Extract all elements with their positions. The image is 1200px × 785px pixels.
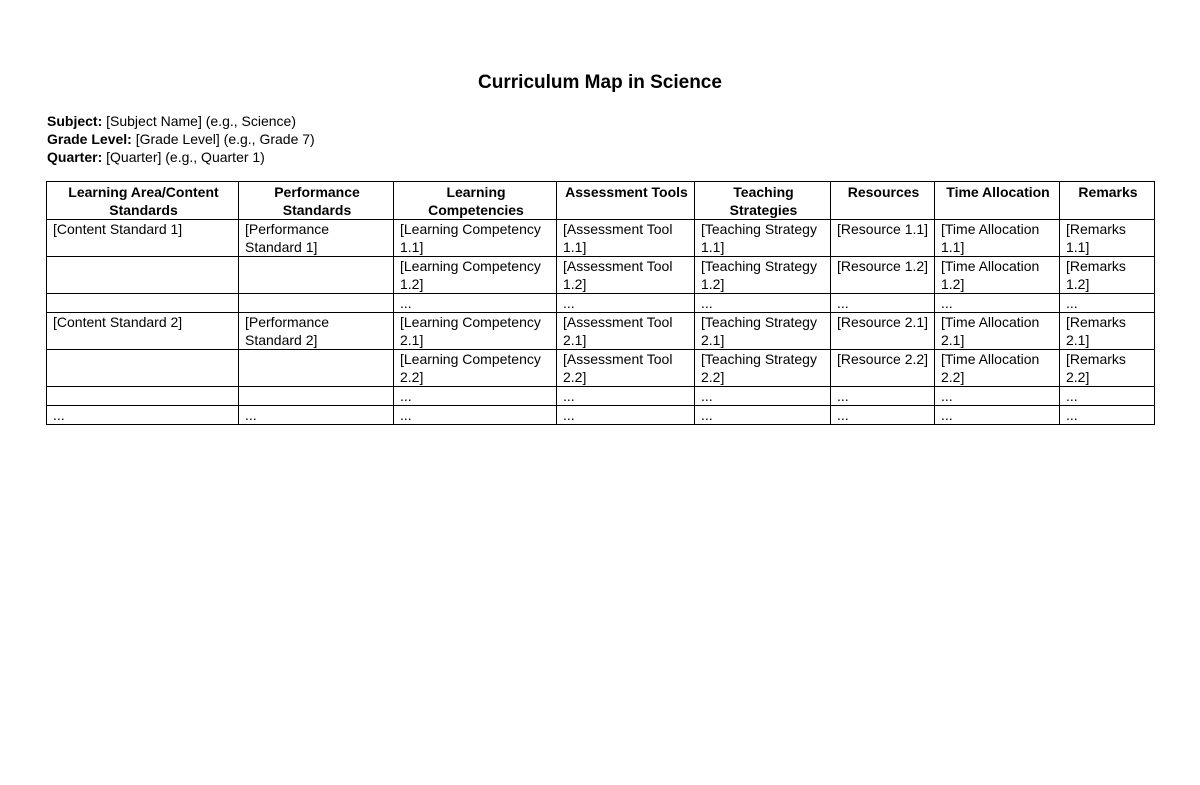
table-cell: [Remarks 1.2]	[1060, 257, 1155, 294]
table-cell: [Content Standard 1]	[47, 220, 239, 257]
meta-grade-level-value: [Grade Level] (e.g., Grade 7)	[135, 131, 315, 147]
table-cell	[47, 350, 239, 387]
page-title: Curriculum Map in Science	[478, 72, 722, 93]
column-header: Time Allocation	[935, 182, 1060, 220]
table-cell: [Teaching Strategy 1.2]	[695, 257, 831, 294]
table-row	[47, 350, 1155, 387]
table-cell: [Teaching Strategy 2.1]	[695, 313, 831, 350]
table-cell: ...	[1060, 294, 1155, 313]
curriculum-map-table	[46, 181, 1155, 425]
table-cell: ...	[557, 294, 695, 313]
table-cell: [Resource 1.2]	[831, 257, 935, 294]
table-cell: ...	[394, 406, 557, 425]
table-cell: [Assessment Tool 1.1]	[557, 220, 695, 257]
table-cell: ...	[831, 294, 935, 313]
column-header: Resources	[831, 182, 935, 220]
meta-subject-label: Subject:	[47, 113, 103, 129]
table-cell	[239, 350, 394, 387]
table-cell: [Time Allocation 2.1]	[935, 313, 1060, 350]
table-cell	[239, 387, 394, 406]
table-cell: ...	[935, 406, 1060, 425]
table-cell: [Learning Competency 2.1]	[394, 313, 557, 350]
meta-quarter-label: Quarter:	[47, 149, 103, 165]
table-cell: [Resource 2.2]	[831, 350, 935, 387]
table-cell	[239, 294, 394, 313]
column-header: Learning Area/Content Standards	[47, 182, 239, 220]
table-cell: [Performance Standard 1]	[239, 220, 394, 257]
table-cell: [Assessment Tool 1.2]	[557, 257, 695, 294]
column-header: Teaching Strategies	[695, 182, 831, 220]
document-meta	[47, 112, 315, 166]
table-cell: ...	[394, 294, 557, 313]
table-cell: ...	[695, 387, 831, 406]
table-row	[47, 294, 1155, 313]
table-cell: [Resource 1.1]	[831, 220, 935, 257]
meta-quarter	[47, 148, 315, 166]
table-row	[47, 257, 1155, 294]
table-row	[47, 313, 1155, 350]
table-cell: ...	[831, 406, 935, 425]
table-cell: [Remarks 2.1]	[1060, 313, 1155, 350]
table-header-row	[47, 182, 1155, 220]
table-cell: ...	[239, 406, 394, 425]
meta-subject-value: [Subject Name] (e.g., Science)	[106, 113, 296, 129]
column-header: Performance Standards	[239, 182, 394, 220]
table-cell	[239, 257, 394, 294]
table-cell: [Performance Standard 2]	[239, 313, 394, 350]
table-cell: ...	[831, 387, 935, 406]
table-cell	[47, 294, 239, 313]
table-cell	[47, 387, 239, 406]
table-cell: ...	[695, 294, 831, 313]
table-cell: [Remarks 2.2]	[1060, 350, 1155, 387]
table-cell: ...	[557, 406, 695, 425]
table-cell: ...	[935, 294, 1060, 313]
meta-grade-level	[47, 130, 315, 148]
table-cell: ...	[557, 387, 695, 406]
table-cell: [Teaching Strategy 1.1]	[695, 220, 831, 257]
table-cell: [Assessment Tool 2.1]	[557, 313, 695, 350]
table-cell: ...	[47, 406, 239, 425]
table-cell: [Learning Competency 2.2]	[394, 350, 557, 387]
table-cell: [Time Allocation 2.2]	[935, 350, 1060, 387]
table-cell: ...	[1060, 387, 1155, 406]
table-cell: [Remarks 1.1]	[1060, 220, 1155, 257]
table-row	[47, 220, 1155, 257]
table-row	[47, 387, 1155, 406]
table-cell: [Resource 2.1]	[831, 313, 935, 350]
table-cell: [Learning Competency 1.1]	[394, 220, 557, 257]
table-cell: ...	[935, 387, 1060, 406]
column-header: Assessment Tools	[557, 182, 695, 220]
table-cell: ...	[394, 387, 557, 406]
meta-quarter-value: [Quarter] (e.g., Quarter 1)	[106, 149, 265, 165]
table-cell: [Learning Competency 1.2]	[394, 257, 557, 294]
table-cell	[47, 257, 239, 294]
table-cell: ...	[1060, 406, 1155, 425]
table-cell: [Time Allocation 1.2]	[935, 257, 1060, 294]
meta-grade-level-label: Grade Level:	[47, 131, 132, 147]
table-cell: ...	[695, 406, 831, 425]
table-cell: [Content Standard 2]	[47, 313, 239, 350]
table-cell: [Assessment Tool 2.2]	[557, 350, 695, 387]
table-cell: [Teaching Strategy 2.2]	[695, 350, 831, 387]
column-header: Remarks	[1060, 182, 1155, 220]
table-row	[47, 406, 1155, 425]
table-cell: [Time Allocation 1.1]	[935, 220, 1060, 257]
column-header: Learning Competencies	[394, 182, 557, 220]
meta-subject	[47, 112, 315, 130]
